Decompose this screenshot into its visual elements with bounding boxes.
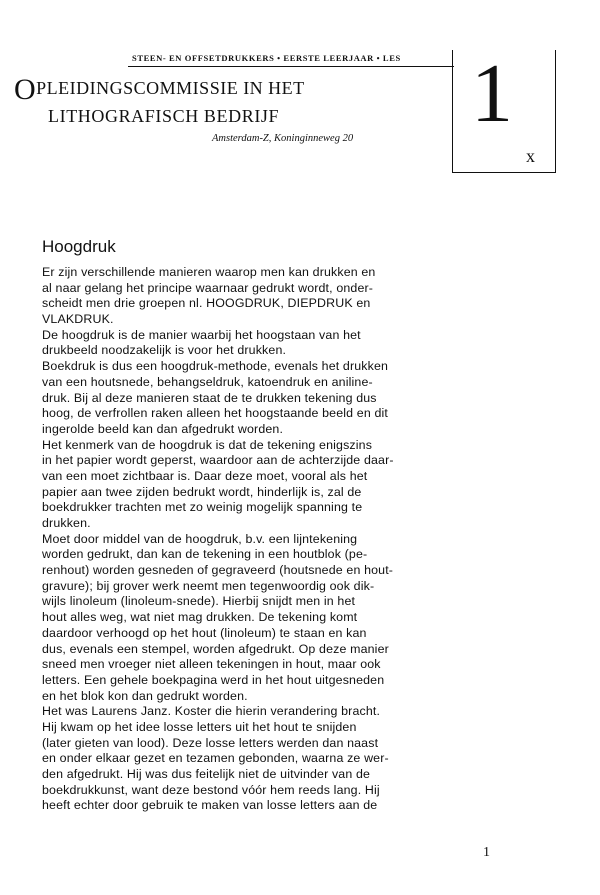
text-line: hout alles weg, wat niet mag drukken. De tekening komt [42,610,358,625]
organization-name-line1: PLEIDINGSCOMMISSIE IN HET [36,78,305,98]
text-line: wijls linoleum (linoleum-snede). Hierbij snijdt men in het [42,594,356,609]
article-body [42,265,494,814]
text-line: (later gieten van lood). Deze losse letters werden dan naast [42,735,379,750]
text-line: daardoor verhoogd op het hout (linoleum) te staan en kan [42,625,367,640]
text-line: al naar gelang het principe waarnaar gedrukt wordt, onder- [42,280,374,295]
text-line: boekdrukkunst, want deze bestond vóór hem reeds lang. Hij [42,782,380,797]
organization-name [14,73,305,106]
organization-initial: O [14,73,37,106]
text-line: papier aan twee zijden bedrukt wordt, hinderlijk is, zal de [42,484,362,499]
text-line: Het kenmerk van de hoogdruk is dat de tekening enigszins [42,437,373,452]
text-line: in het papier wordt geperst, waardoor aan de achterzijde daar- [42,453,394,468]
text-line: worden gedrukt, dan kan de tekening in een houtblok (pe- [42,547,368,562]
text-line: drukken. [42,516,91,530]
text-line: heeft echter door gebruik te maken van losse letters aan de [42,798,378,813]
text-line: VLAKDRUK. [42,312,114,327]
text-line: Hij kwam op het idee losse letters uit het hout te snijden [42,719,357,734]
text-line: hoog, de verfrollen raken alleen het hoogstaande beeld en dit [42,406,389,421]
text-line: en onder elkaar gezet en tezamen gebonden, waarna ze wer- [42,751,389,766]
text-line: van een houtsnede, behangseldruk, katoendruk en aniline- [42,374,373,389]
article-title: Hoogdruk [42,237,116,256]
organization-name-line2: LITHOGRAFISCH BEDRIJF [48,106,280,126]
text-line: sneed men vroeger niet alleen tekeningen in hout, maar ook [42,657,381,672]
text-line: ingerolde beeld kan dan afgedrukt worden. [42,421,284,436]
text-line: drukbeeld noodzakelijk is voor het drukken. [42,343,287,358]
text-line: Het was Laurens Janz. Koster die hierin verandering bracht. [42,704,381,719]
text-line: den afgedrukt. Hij was dus feitelijk niet de uitvinder van de [42,767,371,781]
text-line: Boekdruk is dus een hoogdruk-methode, evenals het drukken [42,359,389,374]
text-line: dus, evenals een stempel, worden afgedrukt. Op deze manier [42,641,389,656]
text-line: Moet door middel van de hoogdruk, b.v. een lijntekening [42,531,358,546]
text-line: en het blok kon dan gedrukt worden. [42,688,248,703]
handwritten-mark: x [526,146,535,166]
text-line: gravure); bij grover werk neemt men tegenwoordig ook dik- [42,578,375,593]
text-line: boekdrukker trachten met zo weinig mogelijk spanning te [42,500,363,515]
text-line: scheidt men drie groepen nl. HOOGDRUK, DIEPDRUK en [42,296,371,311]
lesson-number: 1 [471,47,513,140]
page-number: 1 [483,845,490,860]
text-line: Er zijn verschillende manieren waarop men kan drukken en [42,265,376,279]
series-header-line: STEEN- EN OFFSETDRUKKERS • EERSTE LEERJAAR • LES [132,53,401,63]
text-line: De hoogdruk is de manier waarbij het hoogstaan van het [42,327,361,342]
text-line: renhout) worden gesneden of gegraveerd (houtsnede en hout- [42,563,394,578]
text-line: van een moet zichtbaar is. Daar deze moet, vooral als het [42,468,368,483]
text-line: druk. Bij al deze manieren staat de te drukken tekening dus [42,390,377,405]
text-line: letters. Een gehele boekpagina werd in het hout uitgesneden [42,672,385,687]
organization-address: Amsterdam-Z, Koninginneweg 20 [212,133,354,144]
header-rule [128,66,454,67]
